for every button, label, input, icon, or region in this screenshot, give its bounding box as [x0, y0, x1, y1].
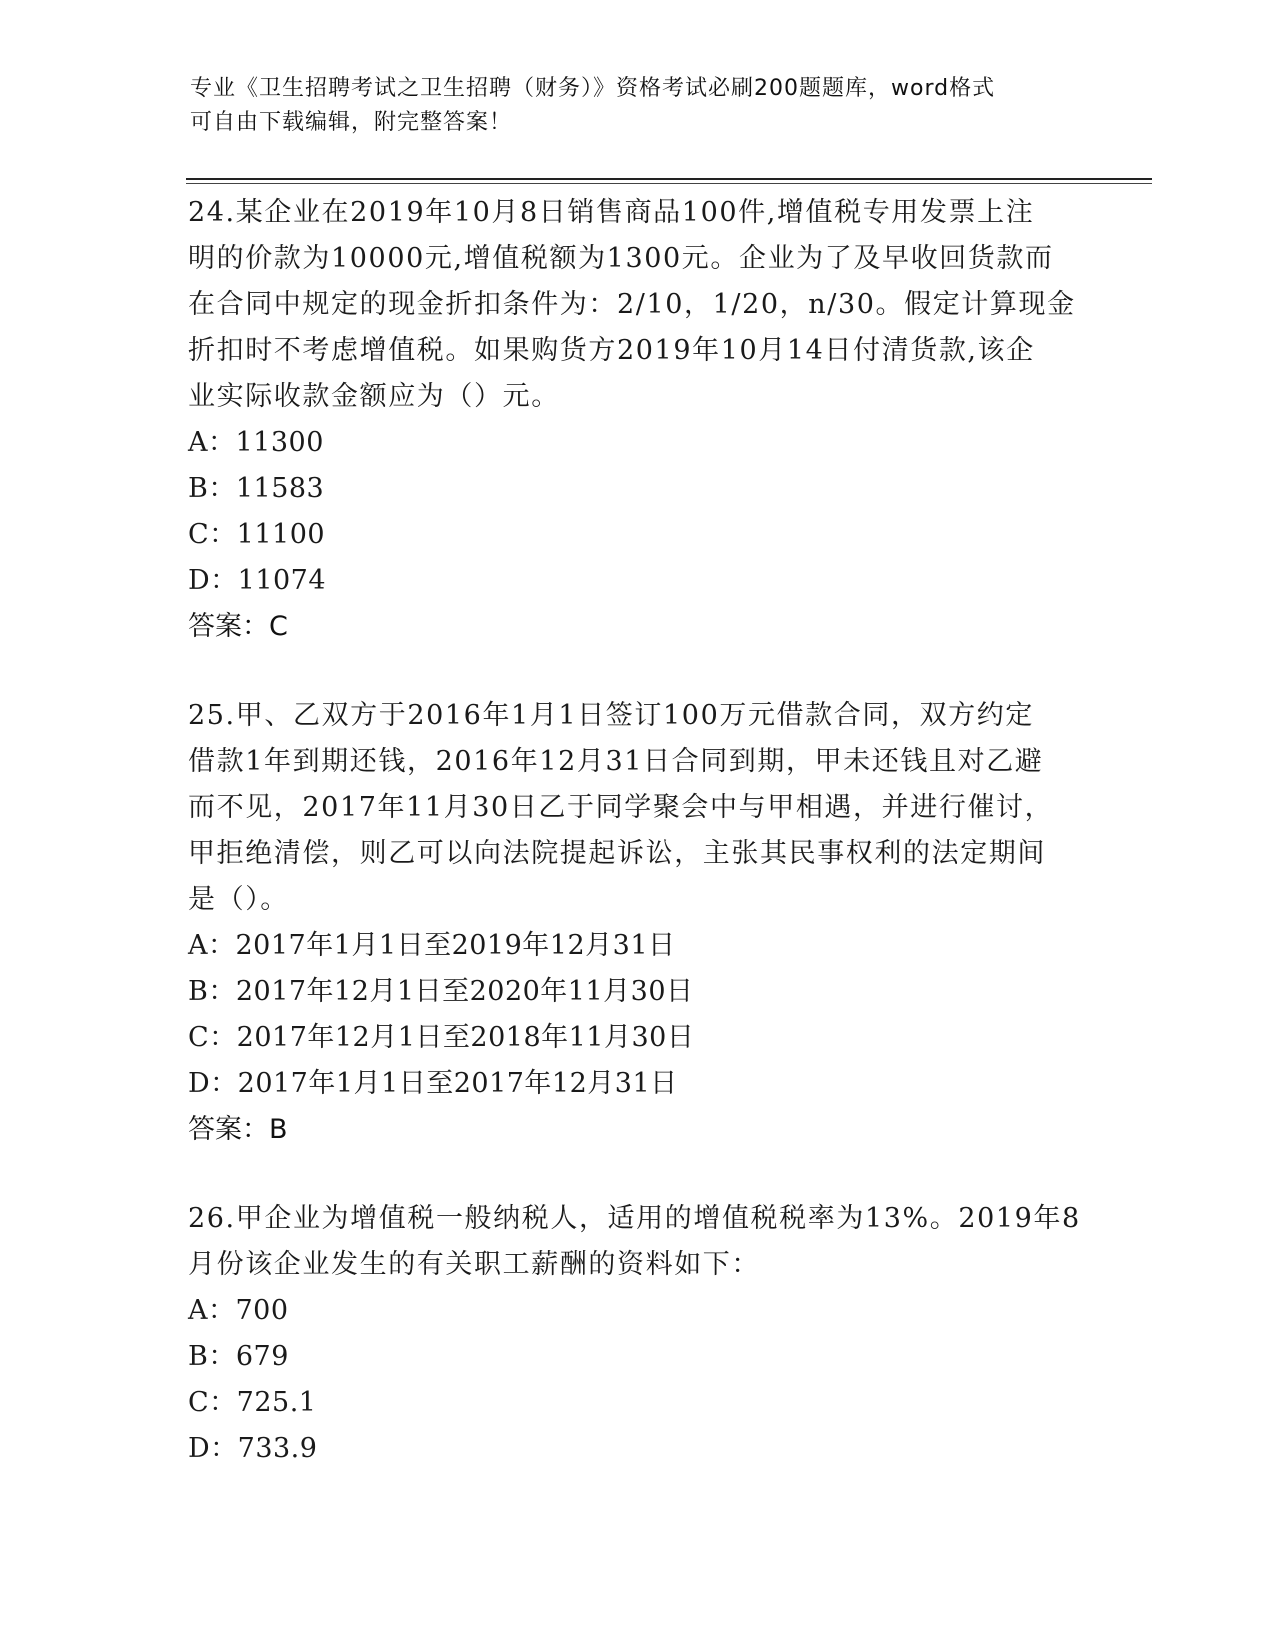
question-text-line: 在合同中规定的现金折扣条件为：2/10，1/20，n/30。假定计算现金: [188, 289, 1076, 320]
question-text-line: 24.某企业在2019年10月8日销售商品100件,增值税专用发票上注: [188, 197, 1035, 228]
option-b: B：11583: [188, 473, 325, 504]
question-text-line: 月份该企业发生的有关职工薪酬的资料如下：: [188, 1249, 760, 1280]
header-divider-thin: [186, 183, 1152, 184]
option-d: D：2017年1月1日至2017年12月31日: [188, 1068, 678, 1099]
option-a: A：2017年1月1日至2019年12月31日: [188, 930, 676, 961]
question-text-line: 而不见，2017年11月30日乙于同学聚会中与甲相遇，并进行催讨，: [188, 792, 1054, 823]
option-d: D：11074: [188, 565, 327, 596]
answer-line: 答案：C: [188, 611, 288, 642]
option-a: A：11300: [188, 427, 324, 458]
question-26: [188, 1196, 1088, 1472]
question-text-line: 是（）。: [188, 884, 289, 915]
question-text-line: 26.甲企业为增值税一般纳税人，适用的增值税税率为13%。2019年8: [188, 1203, 1081, 1234]
header-divider-thick: [186, 178, 1152, 180]
header-line: 可自由下载编辑，附完整答案！: [190, 110, 513, 135]
option-a: A：700: [188, 1295, 289, 1326]
question-text-line: 25.甲、乙双方于2016年1月1日签订100万元借款合同，双方约定: [188, 700, 1034, 731]
question-text-line: 明的价款为10000元,增值税额为1300元。企业为了及早收回货款而: [188, 243, 1054, 274]
question-list: [188, 190, 1088, 1515]
question-text-line: 业实际收款金额应为（）元。: [188, 381, 560, 412]
question-text-line: 折扣时不考虑增值税。如果购货方2019年10月14日付清货款,该企: [188, 335, 1035, 366]
option-c: C：725.1: [188, 1387, 317, 1418]
option-d: D：733.9: [188, 1433, 318, 1464]
document-header: [190, 72, 1070, 140]
option-b: B：2017年12月1日至2020年11月30日: [188, 976, 694, 1007]
header-line: 专业《卫生招聘考试之卫生招聘（财务）》资格考试必刷200题题库，word格式: [190, 76, 996, 101]
answer-line: 答案：B: [188, 1114, 288, 1145]
option-c: C：11100: [188, 519, 326, 550]
question-text-line: 借款1年到期还钱，2016年12月31日合同到期，甲未还钱且对乙避: [188, 746, 1044, 777]
option-b: B：679: [188, 1341, 289, 1372]
question-25: [188, 693, 1088, 1153]
question-text-line: 甲拒绝清偿，则乙可以向法院提起诉讼，主张其民事权利的法定期间: [188, 838, 1046, 869]
question-24: [188, 190, 1088, 650]
option-c: C：2017年12月1日至2018年11月30日: [188, 1022, 695, 1053]
